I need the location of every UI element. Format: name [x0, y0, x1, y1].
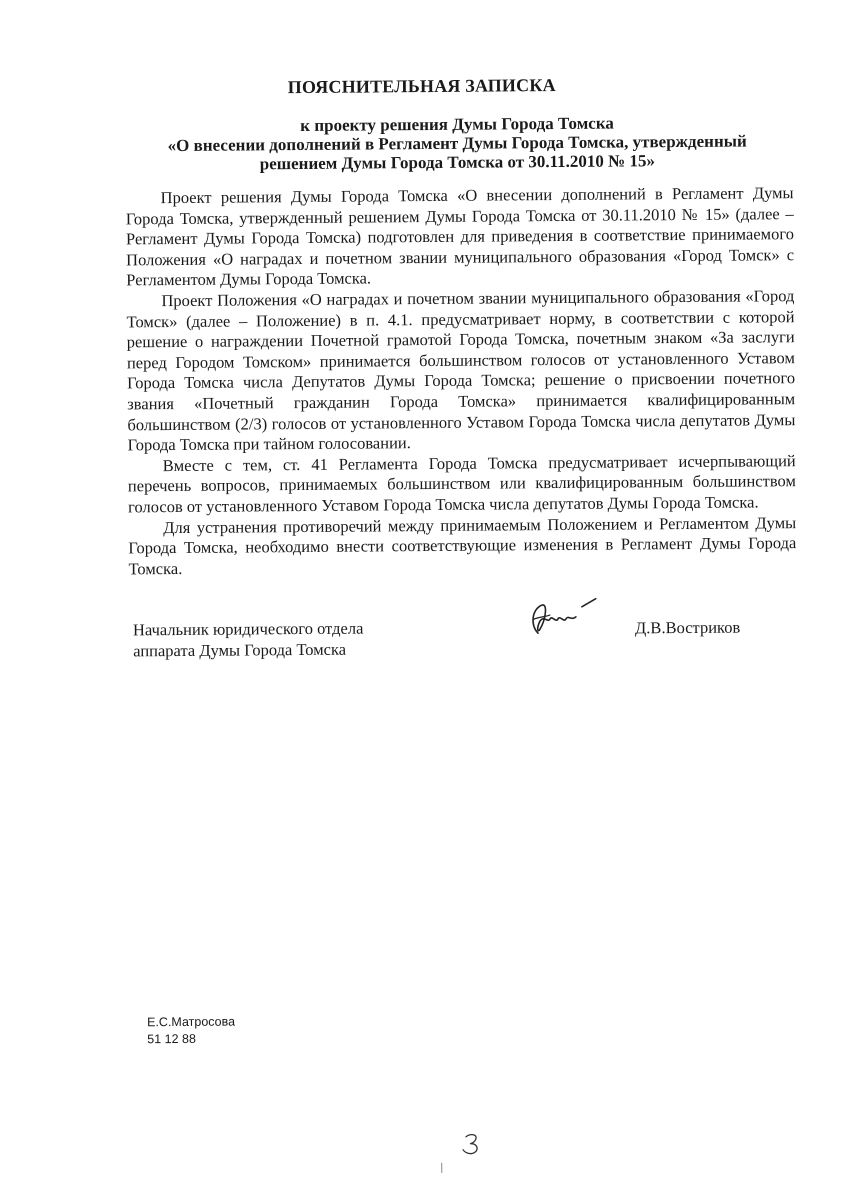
handwritten-signature [516, 595, 606, 646]
executor-phone: 51 12 88 [147, 1031, 196, 1047]
signatory-name: Д.В.Востриков [634, 617, 741, 638]
page-mark [441, 1163, 442, 1173]
signatory-position [133, 619, 364, 662]
signatory-position-line: Начальник юридического отдела [132, 618, 364, 640]
body-paragraph: Вместе с тем, ст. 41 Регламента Города Томска предусматривает исчерпывающий перечень вопросов, принимаемых большинством или квалифицированным большинством голосов от установленного Уставом Города Томска числа депутатов Думы Города Томска. [127, 450, 796, 517]
subtitle-line: решением Думы Города Томска от 30.11.2010 № 15» [259, 151, 656, 174]
body-paragraph: Проект решения Думы Города Томска «О внесении дополнений в Регламент Думы Города Томска, утвержденный решением Думы Города Томска от 30.11.2010 № 15» (далее – Регламент Думы Города Томска) подготовлен для приведения в соответствие принимаемого Положения «О наградах и почетном звании муниципального образования «Город Томск» с Регламентом Думы Города Томска. [125, 183, 795, 290]
executor-name: Е.С.Матросова [147, 1014, 236, 1030]
subtitle-line: к проекту решения Думы Города Томска [300, 113, 614, 136]
executor-info [147, 1014, 235, 1049]
body-paragraph: Для устранения противоречий между принимаемым Положением и Регламентом Думы Города Томска, необходимо внести соответствующие изменения в Регламент Думы Города Томска. [128, 512, 797, 579]
body-paragraph: Проект Положения «О наградах и почетном звании муниципального образования «Город Томск» (далее – Положение) в п. 4.1. предусматривает норму, в соответствии с которой решение о награждении Почетной грамотой Города Томска, почетным знаком «За заслуги перед Городом Томском» принимается большинством голосов от установленного Уставом Города Томска числа Депутатов Думы Города Томска; решение о присвоении почетного звания «Почетный гражданин Города Томска» принимается квалифицированным большинством (2/3) голосов от установленного Уставом Города Томска числа депутатов Думы Города Томска при тайном голосовании. [126, 286, 796, 455]
document-body [126, 183, 797, 580]
document-title: ПОЯСНИТЕЛЬНАЯ ЗАПИСКА [287, 74, 556, 98]
handwritten-page-number [457, 1132, 487, 1158]
signatory-position-line: аппарата Думы Города Томска [133, 639, 347, 660]
document-subtitle [157, 112, 757, 174]
subtitle-line: «О внесении дополнений в Регламент Думы Города Томска, утвержденный [167, 131, 747, 156]
